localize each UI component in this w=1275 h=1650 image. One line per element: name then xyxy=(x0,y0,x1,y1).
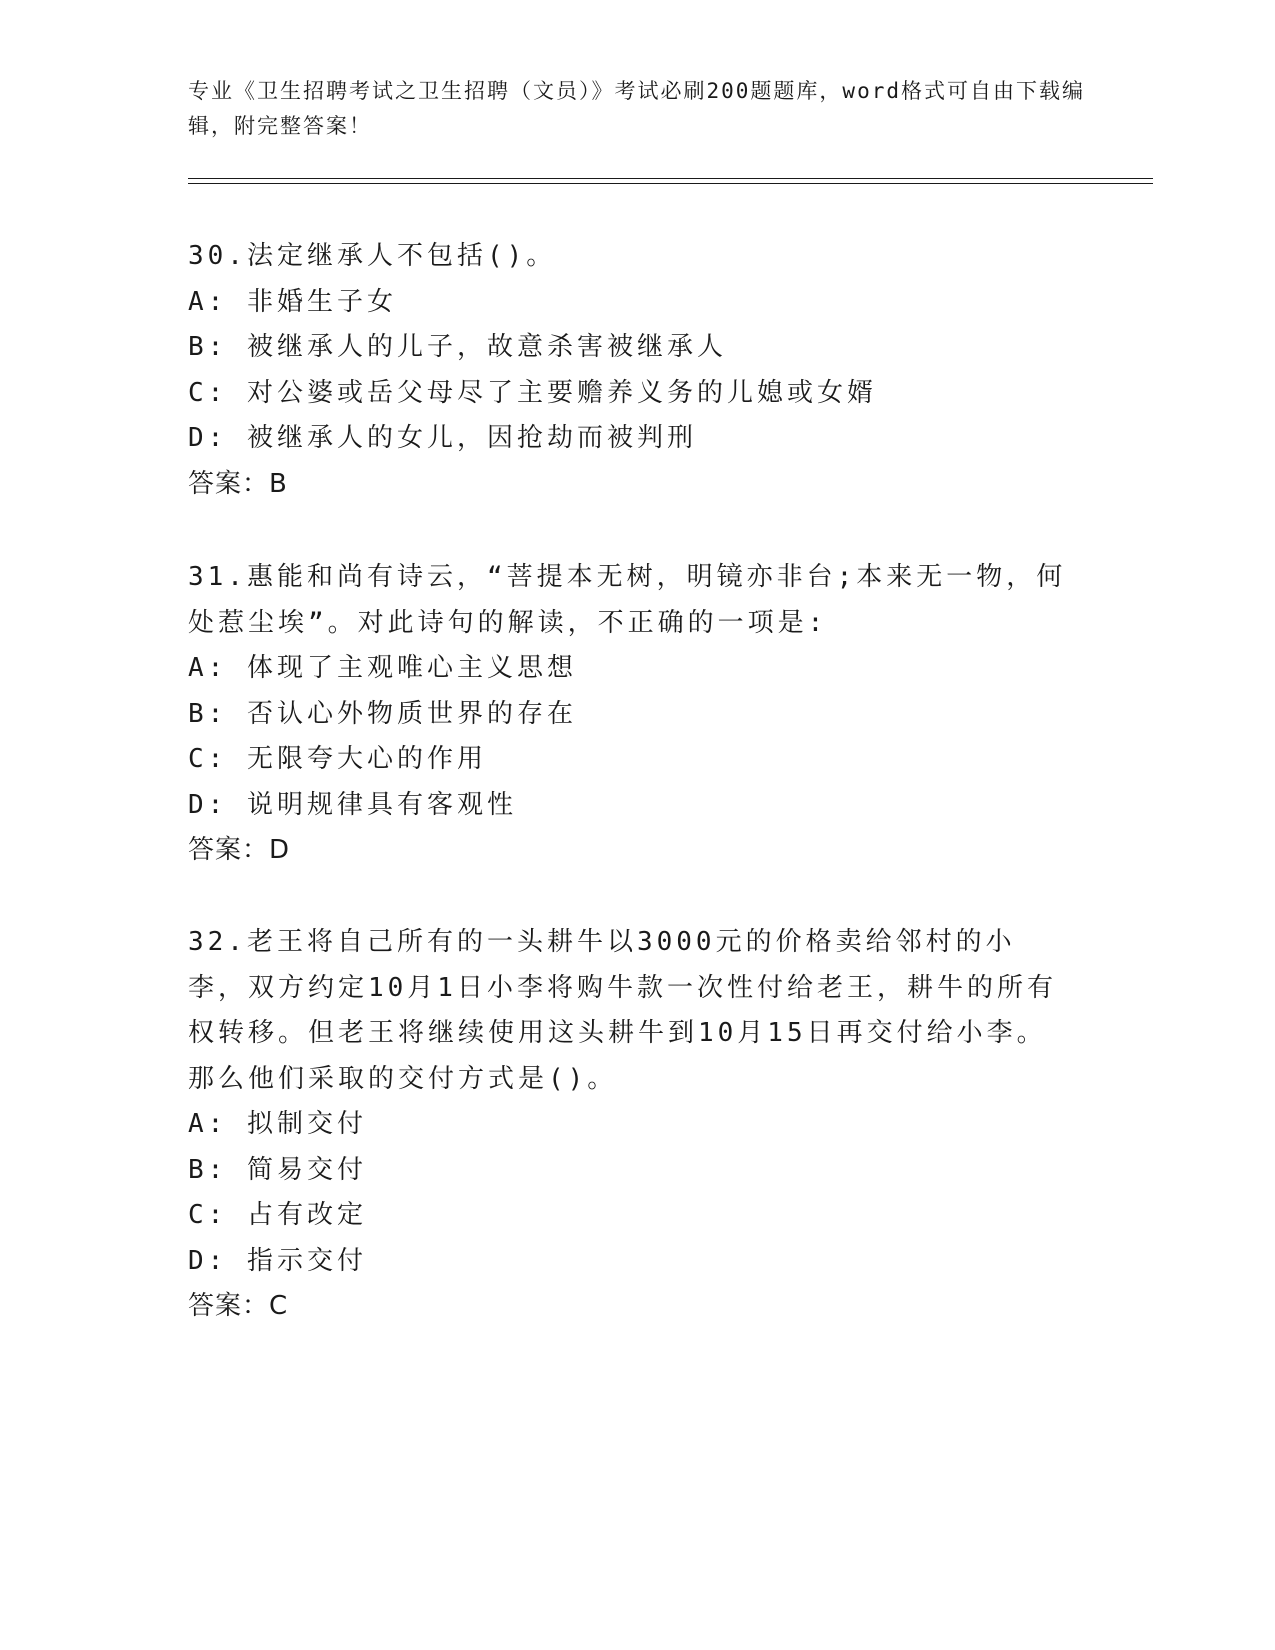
question-stem: 32.老王将自己所有的一头耕牛以3000元的价格卖给邻村的小李，双方约定10月1日小李将购牛款一次性付给老王，耕牛的所有权转移。但老王将继续使用这头耕牛到10月15日再交付给小李。那么他们采取的交付方式是()。 xyxy=(188,927,1057,1094)
answer-line: 答案：B xyxy=(188,468,288,499)
option-c: C: 对公婆或岳父母尽了主要赡养义务的儿媳或女婿 xyxy=(188,377,877,408)
option-d: D: 指示交付 xyxy=(188,1245,367,1276)
option-b: B: 否认心外物质世界的存在 xyxy=(188,698,577,729)
header-divider-bottom xyxy=(188,183,1153,184)
option-b: B: 被继承人的儿子，故意杀害被继承人 xyxy=(188,332,727,362)
header-divider-top xyxy=(188,178,1153,179)
question-31 xyxy=(188,555,1068,874)
option-d: D: 被继承人的女儿，因抢劫而被判刑 xyxy=(188,423,697,453)
option-c: C: 占有改定 xyxy=(188,1200,367,1230)
question-30 xyxy=(188,234,1068,507)
document-intro: 专业《卫生招聘考试之卫生招聘（文员）》考试必刷200题题库，word格式可自由下载编辑，附完整答案！ xyxy=(188,79,1085,138)
option-b: B: 简易交付 xyxy=(188,1154,367,1185)
option-a: A: 非婚生子女 xyxy=(188,286,397,317)
answer-line: 答案：D xyxy=(188,835,291,865)
option-a: A: 体现了主观唯心主义思想 xyxy=(188,653,577,683)
question-stem: 31.惠能和尚有诗云，“菩提本无树，明镜亦非台;本来无一物，何处惹尘埃”。对此诗句的解读，不正确的一项是: xyxy=(188,562,1067,638)
question-stem: 30.法定继承人不包括()。 xyxy=(188,241,557,271)
answer-line: 答案：C xyxy=(188,1291,289,1321)
option-c: C: 无限夸大心的作用 xyxy=(188,744,487,774)
question-32 xyxy=(188,920,1068,1330)
option-a: A: 拟制交付 xyxy=(188,1109,367,1139)
option-d: D: 说明规律具有客观性 xyxy=(188,789,517,820)
